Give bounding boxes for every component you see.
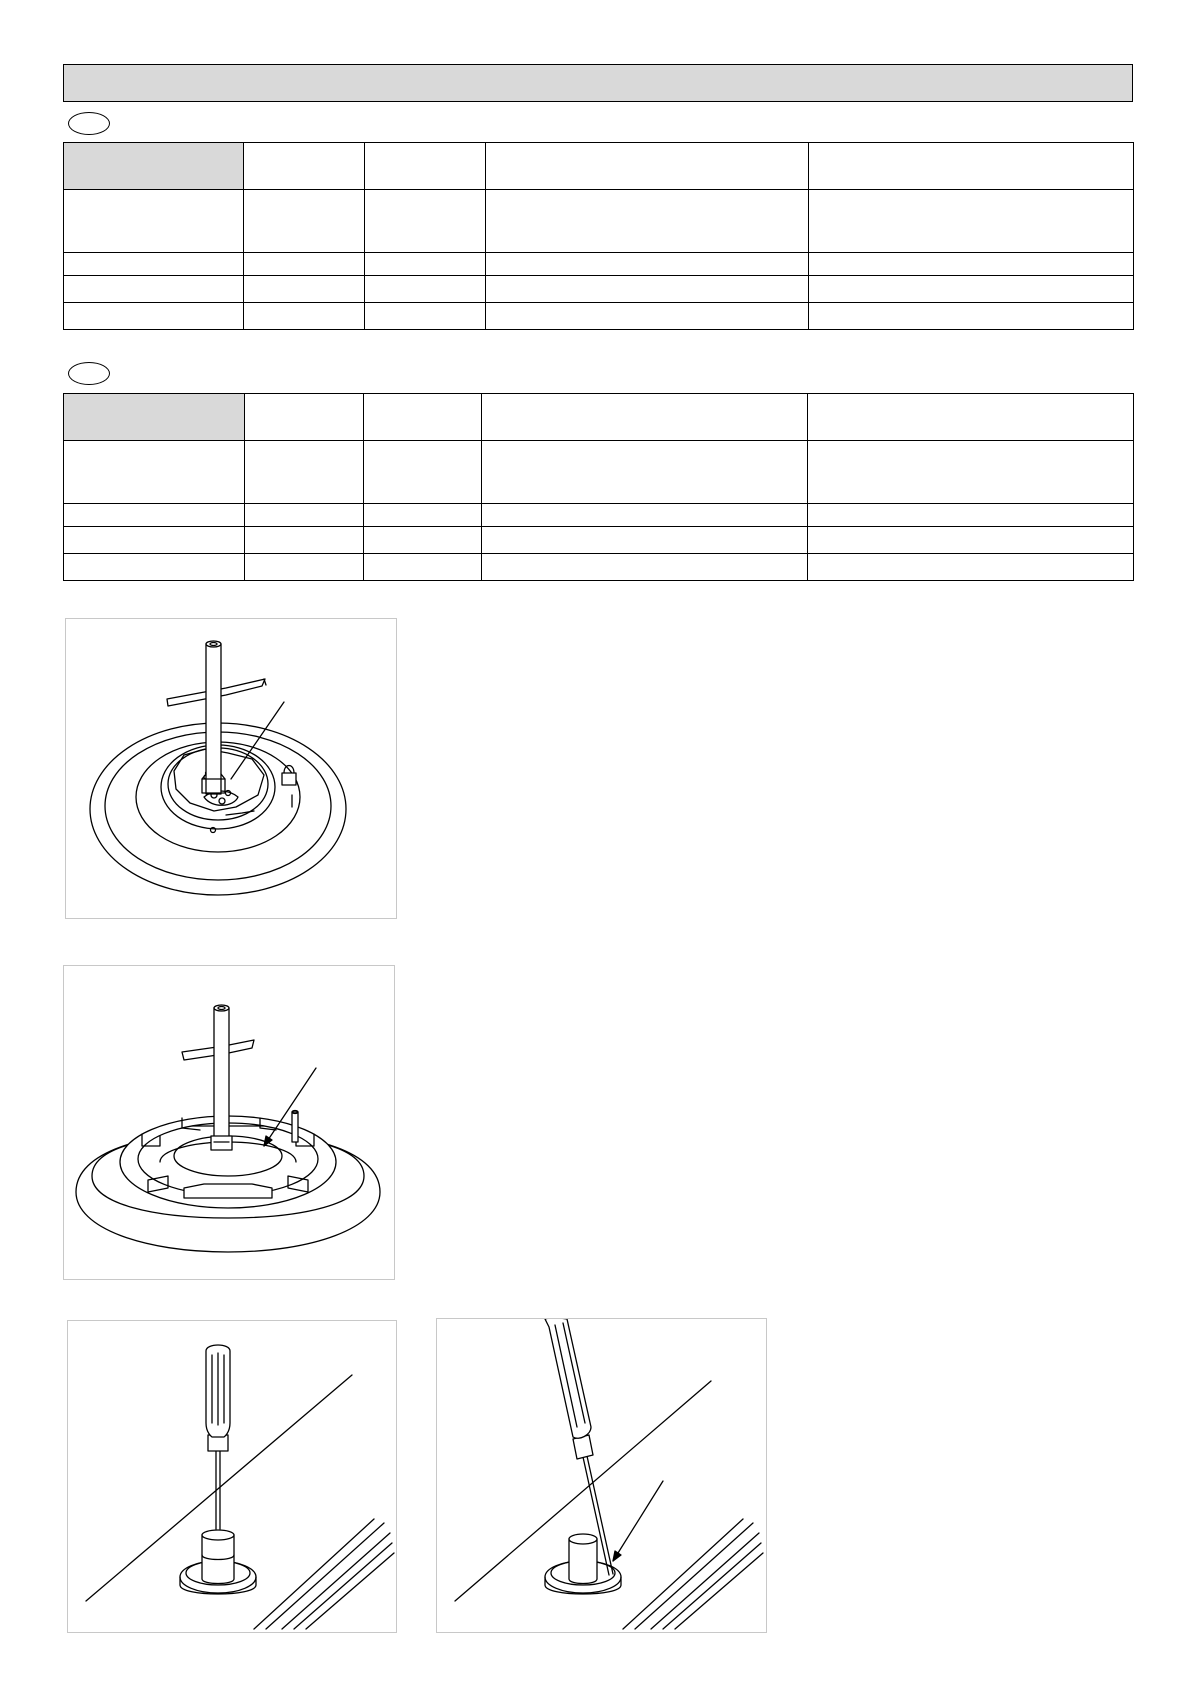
injector-table-1 [63,142,1134,330]
table-cell [64,504,245,527]
table-cell [244,276,365,303]
table-cell [482,441,808,504]
table-cell [364,504,482,527]
table-cell [244,303,365,330]
table-cell [64,527,245,554]
table-cell [244,190,365,253]
table-header-cell [809,143,1134,190]
table-cell [64,303,244,330]
table-cell [808,554,1134,581]
table-cell [64,441,245,504]
table-cell [486,303,809,330]
table-cell [808,504,1134,527]
table-cell [809,276,1134,303]
table-cell [365,303,486,330]
table-cell [809,190,1134,253]
country-badge-2 [68,362,110,385]
injector-table-2 [63,393,1134,581]
table-cell [482,554,808,581]
table-cell [365,190,486,253]
table-cell [809,253,1134,276]
table-cell [245,554,364,581]
table-cell [486,276,809,303]
table-row [64,276,1134,303]
table-cell [809,303,1134,330]
table-cell [808,441,1134,504]
table-row [64,554,1134,581]
screwdriver-bypass-illustration [437,1319,765,1631]
table-row [64,441,1134,504]
table-row [64,504,1134,527]
table-cell [245,504,364,527]
table-cell [364,441,482,504]
table-cell [486,253,809,276]
table-row [64,303,1134,330]
table-header-cell [365,143,486,190]
screwdriver-tap-illustration [68,1321,395,1631]
table-cell [364,554,482,581]
figure-box-wrench-small-burner [65,618,397,919]
figure-box-wrench-large-burner [63,965,395,1280]
table-cell [808,527,1134,554]
table-cell [244,253,365,276]
figure-screwdriver-bypass-screw [436,1318,767,1633]
table-header-cell [245,394,364,441]
table-cell [64,554,245,581]
table-cell [482,527,808,554]
table-header-cell [808,394,1134,441]
table-header-cell [486,143,809,190]
burner-wrench-illustration [64,966,393,1278]
table-cell [245,527,364,554]
table-cell [486,190,809,253]
section-header-bar [63,64,1133,102]
table-header-cell [64,143,244,190]
table-header-row [64,143,1134,190]
table-cell [245,441,364,504]
figure-screwdriver-tap [67,1320,397,1633]
table-header-cell [482,394,808,441]
burner-wrench-illustration [66,619,395,917]
table-row [64,253,1134,276]
table-row [64,527,1134,554]
table-cell [64,276,244,303]
table-cell [364,527,482,554]
table-header-cell [364,394,482,441]
table-header-cell [244,143,365,190]
table-header-cell [64,394,245,441]
table-header-row [64,394,1134,441]
table-cell [64,190,244,253]
table-cell [482,504,808,527]
table-cell [365,253,486,276]
country-badge-1 [68,112,110,135]
table-cell [365,276,486,303]
table-row [64,190,1134,253]
table-cell [64,253,244,276]
